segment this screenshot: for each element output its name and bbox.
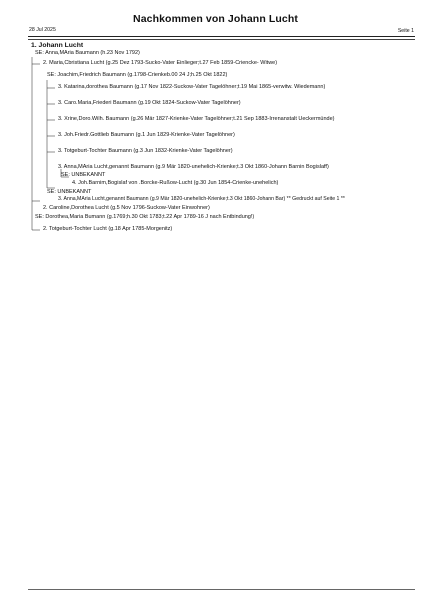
spouse-entry: SE: UNBEKANNT xyxy=(47,189,92,195)
descendant-entry: 2. Caroline,Dorothea Lucht (g.5 Nov 1796-Suckow-Vater Einwohner) xyxy=(43,205,210,211)
descendant-entry: 2. Maria,Cbristiana Lucht (g.25 Dez 1793-Sucko-Vater Einlieger;t.27 Feb 1859-Criencke- Witwe) xyxy=(43,60,278,66)
spouse-entry: SE: Joachim,Friedrich Baumann (g.1798-Crienkeb.00 24 J;h.25 Okt 1822) xyxy=(47,72,228,78)
descendant-entry: 2. Totgeburt-Tochter Lucht (g.18 Apr 1785-Morgenitz) xyxy=(43,226,173,232)
spouse-entry: SE: Anna,MAria Baumann (h.23 Nov 1792) xyxy=(35,50,140,56)
spouse-entry: SE: Dorothea,Maria Bumann (g.1769;h.30 Okt 1783;t.22 Apr 1789-16 J nach Entbindung!) xyxy=(35,214,255,220)
header-rule-thin xyxy=(28,39,415,40)
descendant-entry: 3. Anna,MAria Lucht,genannt Baumann (g.9 Mär 1820-unehelich-Krienke;t.3 Okt 1860-Johann Barnin Bogislaff) xyxy=(58,164,329,170)
descendant-entry: 4. Joh.Barnim,Bogislaf von .Borcke-Rußow-Lucht (g.30 Jun 1854-Crienke-unehelich) xyxy=(72,180,279,186)
header-rule-thick xyxy=(28,36,415,37)
footer-rule xyxy=(28,589,415,590)
root-ancestor-heading: 1. Johann Lucht xyxy=(31,42,84,49)
descendant-entry: 3. Katarina,dorothea Baumann (g.17 Nov 1822-Suckow-Vater Tagelöhner;t.19 Mai 1865-verwitw. Wiedemann) xyxy=(58,84,326,90)
print-date: 28 Jul 2025 xyxy=(29,27,56,33)
descendant-entry: 3. Anna,MAria Lucht,genannt Baumann (g.9 Mär 1820-unehelich-Krienke;t.3 Okt 1860-Johann Bar) ** Gedruckt auf Seite 1 ** xyxy=(58,196,345,202)
spouse-entry: SE: UNBEKANNT xyxy=(61,172,106,178)
descendant-entry: 3. Joh.Friedr.Gottlieb Baumann (g.1 Jun 1829-Krienke-Vater Tagelöhner) xyxy=(58,132,235,138)
report-title: Nachkommen von Johann Lucht xyxy=(133,13,298,25)
descendant-entry: 3. Totgeburt-Tochter Baumann (g.3 Jun 1832-Krienke-Vater Tagelöhner) xyxy=(58,148,233,154)
page-number: Seite 1 xyxy=(397,28,414,34)
descendant-entry: 3. Caro.Maria,Friederi Baumann (g.19 Okt 1824-Suckow-Vater Tagelöhner) xyxy=(58,100,241,106)
descendant-entry: 3. Xrine,Doro.Wilh. Baumann (g.26 Mär 1827-Krienke-Vater Tagelöhner;t.21 Sep 1883-Irrenanstalt Ueckermünde) xyxy=(58,116,335,122)
